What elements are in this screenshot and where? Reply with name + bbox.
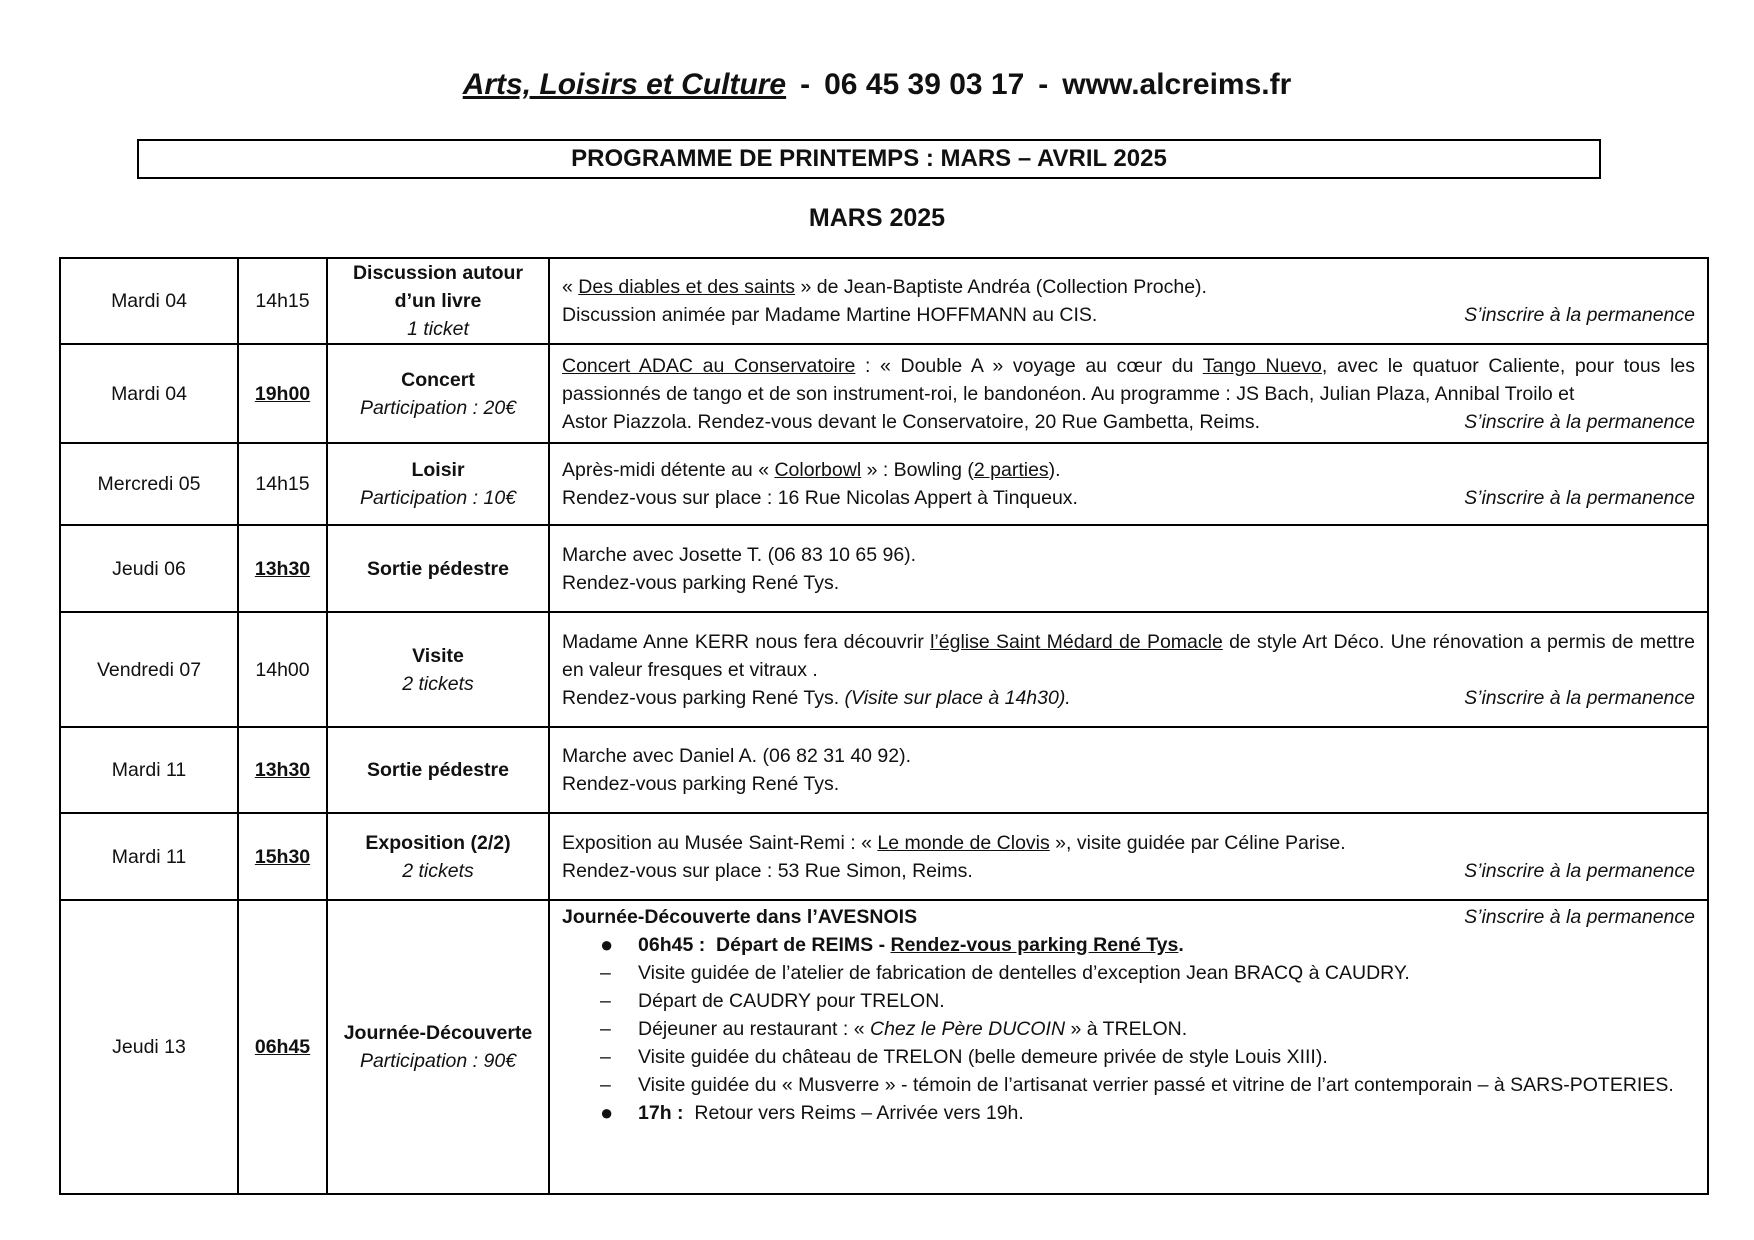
text: » à TRELON.	[1065, 1018, 1188, 1040]
description-line	[562, 857, 1695, 885]
description-line	[562, 484, 1695, 512]
time-cell	[238, 727, 327, 813]
time-text: 15h30	[254, 845, 311, 868]
programme-banner: PROGRAMME DE PRINTEMPS : MARS – AVRIL 2025	[137, 139, 1601, 179]
bullet-icon: ●	[600, 932, 614, 957]
text: Rendez-vous sur place : 53 Rue Simon, Reims.	[562, 859, 973, 882]
table-row	[60, 612, 1708, 727]
text: Madame Anne KERR nous fera découvrir	[562, 630, 931, 653]
register-note: S’inscrire à la permanence	[1464, 906, 1695, 928]
text: ).	[1048, 459, 1061, 481]
text: Déjeuner au restaurant : «	[638, 1018, 870, 1040]
time-text: 13h30	[254, 759, 311, 781]
description-line	[562, 273, 1695, 301]
category-title: Loisir	[411, 459, 465, 481]
description-cell	[549, 813, 1708, 900]
time-text: 14h15	[255, 290, 310, 312]
category-cell	[327, 813, 549, 900]
text: «	[562, 276, 579, 298]
register-note: S’inscrire à la permanence	[1464, 304, 1695, 326]
category-cell	[327, 612, 549, 727]
category-title: Sortie pédestre	[367, 557, 509, 580]
description-line	[562, 456, 1695, 484]
category-title: Sortie pédestre	[367, 759, 509, 781]
text: » : Bowling (	[861, 459, 974, 481]
text: Discussion animée par Madame Martine HOFFMANN au CIS.	[562, 304, 1098, 326]
category-title: Journée-Découverte	[343, 1022, 533, 1044]
category-sub: Participation : 20€	[359, 396, 517, 419]
time-text: 14h15	[255, 473, 310, 495]
category-cell	[327, 258, 549, 344]
text: Exposition au Musée Saint-Remi : «	[562, 831, 878, 854]
parties-link[interactable]: 2 parties	[973, 459, 1049, 481]
category-sub: Participation : 90€	[359, 1050, 517, 1072]
time-text: 19h00	[254, 382, 311, 405]
org-name: Arts, Loisirs et Culture	[462, 68, 787, 101]
text: , avec le quatuor Caliente, pour tous les passionnés de tango et de son instrument-roi, le bandonéon. Au programme : JS Bach, Julian Plaza, Annibal Troilo et	[562, 354, 1695, 405]
text: Visite guidée du château de TRELON (belle demeure privée de style Louis XIII).	[638, 1046, 1328, 1068]
church-link[interactable]: l’église Saint Médard de Pomacle	[930, 630, 1223, 653]
meeting-link[interactable]: Rendez-vous parking René Tys	[890, 934, 1179, 956]
item-time: 17h :	[638, 1102, 684, 1124]
text: Rendez-vous sur place : 16 Rue Nicolas Appert à Tinqueux.	[562, 487, 1078, 509]
table-row	[60, 344, 1708, 443]
text: Retour vers Reims – Arrivée vers 19h.	[694, 1102, 1024, 1124]
table-row	[60, 258, 1708, 344]
text: Astor Piazzola. Rendez-vous devant le Conservatoire, 20 Rue Gambetta, Reims.	[562, 410, 1261, 433]
text: » de Jean-Baptiste Andréa (Collection Proche).	[795, 276, 1207, 298]
itinerary-list	[562, 931, 1695, 1127]
text: (Visite sur place à 14h30).	[844, 686, 1071, 709]
text: », visite guidée par Céline Parise.	[1049, 831, 1346, 854]
description-cell	[549, 900, 1708, 1194]
table-row	[60, 900, 1708, 1194]
time-text: 13h30	[254, 557, 311, 580]
programme-table	[59, 257, 1709, 1195]
category-cell	[327, 727, 549, 813]
description-line	[562, 301, 1695, 329]
website-link[interactable]: www.alcreims.fr	[1062, 68, 1292, 101]
category-sub: 2 tickets	[402, 859, 474, 882]
description-line: Rendez-vous parking René Tys.	[562, 773, 840, 795]
table-row	[60, 525, 1708, 612]
description-cell	[549, 525, 1708, 612]
description-cell	[549, 443, 1708, 525]
date-cell: Mardi 04	[60, 344, 238, 443]
text: Visite guidée du « Musverre » - témoin de l’artisanat verrier passé et vitrine de l’art contemporain – à SARS-POTERIES.	[638, 1074, 1674, 1096]
clovis-link[interactable]: Le monde de Clovis	[877, 831, 1050, 854]
time-cell	[238, 813, 327, 900]
text: Visite guidée de l’atelier de fabrication de dentelles d’exception Jean BRACQ à CAUDRY.	[638, 962, 1410, 984]
description-line: Rendez-vous parking René Tys.	[562, 571, 840, 594]
text: Chez le Père DUCOIN	[869, 1018, 1066, 1040]
date-cell: Vendredi 07	[60, 612, 238, 727]
description-line	[562, 903, 1695, 931]
register-note: S’inscrire à la permanence	[1464, 686, 1695, 709]
text: Rendez-vous parking René Tys.	[562, 686, 845, 709]
description-line	[562, 684, 1695, 712]
time-text: 14h00	[255, 658, 310, 681]
category-title: Visite	[412, 644, 464, 667]
category-title: Discussion autour d’un livre	[352, 262, 524, 312]
time-cell	[238, 525, 327, 612]
category-title: Exposition (2/2)	[365, 831, 511, 854]
book-title-link[interactable]: Des diables et des saints	[578, 276, 796, 298]
category-cell	[327, 900, 549, 1194]
item-time: 06h45 :	[638, 934, 706, 956]
category-cell	[327, 525, 549, 612]
list-item	[600, 1043, 1695, 1071]
description-line: Marche avec Josette T. (06 83 10 65 96).	[562, 543, 917, 566]
phone-number: 06 45 39 03 17	[824, 68, 1025, 101]
dash-icon: –	[600, 990, 611, 1012]
tango-link[interactable]: Tango Nuevo	[1202, 354, 1322, 377]
description-line: Marche avec Daniel A. (06 82 31 40 92).	[562, 745, 912, 767]
dash-icon: –	[600, 1046, 611, 1068]
list-item	[600, 1099, 1695, 1127]
category-sub: 1 ticket	[407, 318, 469, 340]
category-sub: Participation : 10€	[359, 487, 517, 509]
concert-link[interactable]: Concert ADAC au Conservatoire	[562, 354, 856, 377]
colorbowl-link[interactable]: Colorbowl	[774, 459, 862, 481]
description-cell	[549, 612, 1708, 727]
table-row	[60, 443, 1708, 525]
description-line	[562, 628, 1695, 684]
text: .	[1178, 934, 1184, 956]
dash-icon: –	[600, 1018, 611, 1040]
date-cell: Mardi 11	[60, 813, 238, 900]
time-cell	[238, 443, 327, 525]
text: Départ de REIMS -	[716, 934, 891, 956]
text: : « Double A » voyage au cœur du	[855, 354, 1203, 377]
text: de style Art Déco. Une rénovation a permis de mettre en valeur fresques et vitraux .	[562, 630, 1696, 681]
category-cell	[327, 443, 549, 525]
list-item	[600, 959, 1695, 987]
list-item	[600, 987, 1695, 1015]
date-cell: Mardi 04	[60, 258, 238, 344]
time-text: 06h45	[254, 1036, 311, 1058]
day-heading: Journée-Découverte dans l’AVESNOIS	[562, 906, 918, 928]
date-cell: Jeudi 13	[60, 900, 238, 1194]
register-note: S’inscrire à la permanence	[1464, 487, 1695, 509]
date-cell: Mardi 11	[60, 727, 238, 813]
list-item	[600, 931, 1695, 959]
header	[0, 68, 1754, 102]
category-cell	[327, 344, 549, 443]
description-cell	[549, 258, 1708, 344]
separator: -	[1038, 68, 1049, 101]
time-cell	[238, 612, 327, 727]
time-cell	[238, 344, 327, 443]
date-cell: Mercredi 05	[60, 443, 238, 525]
list-item	[600, 1071, 1695, 1099]
category-sub: 2 tickets	[402, 672, 474, 695]
date-cell: Jeudi 06	[60, 525, 238, 612]
description-cell	[549, 727, 1708, 813]
description-line	[562, 829, 1695, 857]
register-note: S’inscrire à la permanence	[1464, 410, 1695, 433]
table-row	[60, 813, 1708, 900]
text: Après-midi détente au «	[562, 459, 775, 481]
category-title: Concert	[401, 368, 475, 391]
dash-icon: –	[600, 1074, 611, 1096]
description-line	[562, 352, 1695, 408]
text: Départ de CAUDRY pour TRELON.	[638, 990, 945, 1012]
time-cell	[238, 258, 327, 344]
description-cell	[549, 344, 1708, 443]
separator: -	[800, 68, 811, 101]
dash-icon: –	[600, 962, 611, 984]
description-line	[562, 408, 1695, 436]
month-title: MARS 2025	[808, 204, 946, 232]
time-cell	[238, 900, 327, 1194]
list-item	[600, 1015, 1695, 1043]
table-row	[60, 727, 1708, 813]
register-note: S’inscrire à la permanence	[1464, 859, 1695, 882]
bullet-icon: ●	[600, 1100, 614, 1125]
